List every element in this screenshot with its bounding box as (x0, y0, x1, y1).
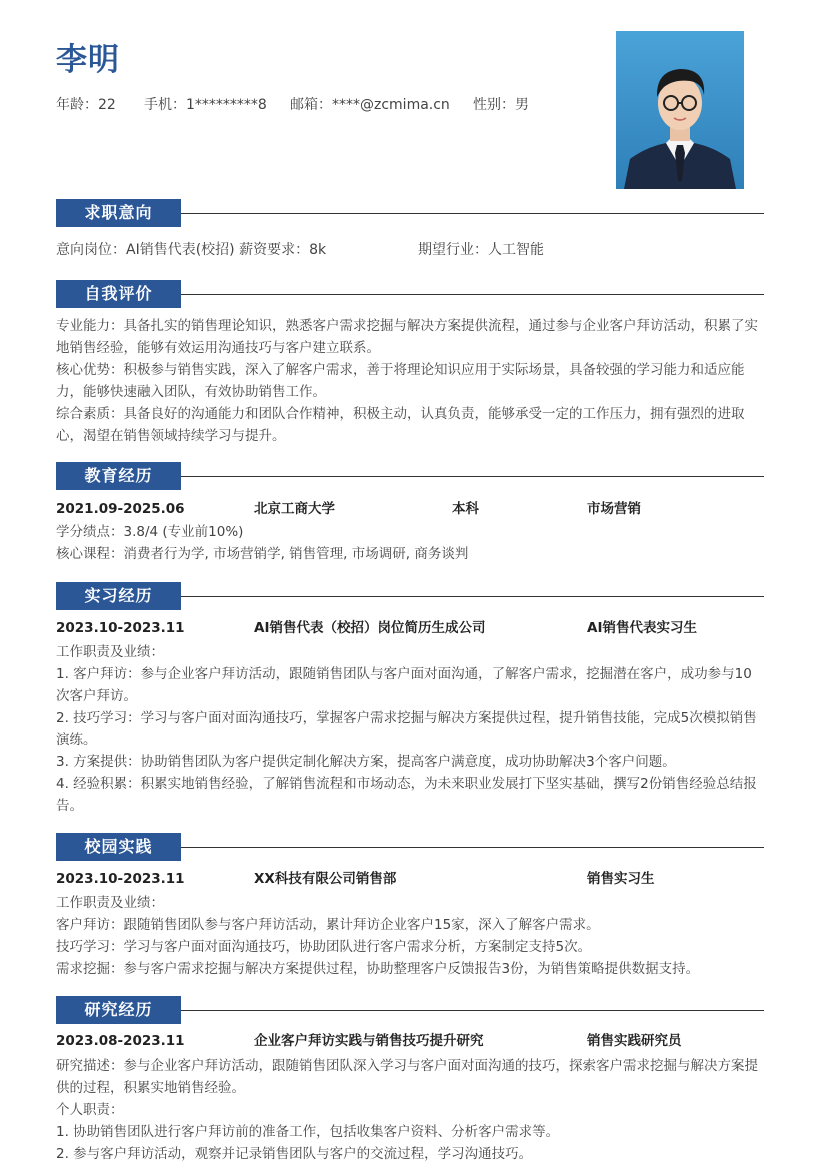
section-self-evaluation (56, 280, 764, 308)
internship-company: AI销售代表（校招）岗位简历生成公司 (254, 620, 486, 636)
gender-field: 性别：男 (473, 97, 529, 113)
section-title: 校园实践 (56, 833, 181, 861)
intent-industry: 期望行业：人工智能 (418, 242, 544, 258)
section-divider (181, 1010, 764, 1011)
research-description: 研究描述：参与企业客户拜访活动，跟随销售团队深入学习与客户面对面沟通的技巧，探索客户需求挖掘与解决方案提供的过程，积累实地销售经验。 (56, 1058, 758, 1096)
section-internship (56, 582, 764, 610)
section-education (56, 462, 764, 490)
research-row (56, 1030, 764, 1052)
section-divider (181, 596, 764, 597)
section-job-intent (56, 199, 764, 227)
campus-org: XX科技有限公司销售部 (254, 871, 397, 887)
research-date: 2023.08-2023.11 (56, 1033, 185, 1049)
education-date: 2021.09-2025.06 (56, 501, 185, 517)
internship-item: 1. 客户拜访：参与企业客户拜访活动，跟随销售团队与客户面对面沟通，了解客户需求，挖掘潜在客户，成功参与10次客户拜访。 (56, 666, 752, 704)
research-role: 销售实践研究员 (587, 1033, 682, 1049)
education-major: 市场营销 (587, 501, 641, 517)
section-title: 实习经历 (56, 582, 181, 610)
campus-item: 客户拜访：跟随销售团队参与客户拜访活动，累计拜访企业客户15家，深入了解客户需求。 (56, 917, 600, 933)
research-title: 企业客户拜访实践与销售技巧提升研究 (254, 1033, 484, 1049)
research-item: 2. 参与客户拜访活动，观察并记录销售团队与客户的交流过程，学习沟通技巧。 (56, 1146, 533, 1162)
internship-item: 2. 技巧学习：学习与客户面对面沟通技巧，掌握客户需求挖掘与解决方案提供过程，提升销售技能，完成5次模拟销售演练。 (56, 710, 757, 748)
self-eval-list (56, 315, 764, 447)
phone-field: 手机：1*********8 (144, 97, 267, 113)
candidate-name: 李明 (56, 42, 120, 78)
internship-details (56, 641, 764, 817)
profile-photo (616, 31, 744, 189)
section-title: 教育经历 (56, 462, 181, 490)
section-divider (181, 476, 764, 477)
education-courses: 核心课程：消费者行为学, 市场营销学, 销售管理, 市场调研, 商务谈判 (56, 546, 469, 562)
internship-row (56, 617, 764, 639)
research-item: 1. 协助销售团队进行客户拜访前的准备工作，包括收集客户资料、分析客户需求等。 (56, 1124, 560, 1140)
section-divider (181, 294, 764, 295)
section-title: 自我评价 (56, 280, 181, 308)
research-details (56, 1055, 764, 1165)
internship-item: 3. 方案提供：协助销售团队为客户提供定制化解决方案，提高客户满意度，成功协助解决3个客户问题。 (56, 754, 676, 770)
section-divider (181, 847, 764, 848)
basic-info (56, 95, 529, 115)
education-row (56, 498, 764, 520)
self-eval-item: 专业能力：具备扎实的销售理论知识，熟悉客户需求挖掘与解决方案提供流程，通过参与企业客户拜访活动，积累了实地销售经验，能够有效运用沟通技巧与客户建立联系。 (56, 318, 758, 356)
education-school: 北京工商大学 (254, 501, 335, 517)
campus-intro: 工作职责及业绩： (56, 895, 164, 911)
age-field: 年龄：22 (56, 97, 116, 113)
campus-role: 销售实习生 (587, 871, 655, 887)
section-title: 研究经历 (56, 996, 181, 1024)
internship-intro: 工作职责及业绩： (56, 644, 164, 660)
section-title: 求职意向 (56, 199, 181, 227)
self-eval-item: 核心优势：积极参与销售实践，深入了解客户需求，善于将理论知识应用于实际场景，具备较强的学习能力和适应能力，能够快速融入团队，有效协助销售工作。 (56, 362, 745, 400)
education-degree: 本科 (452, 501, 479, 517)
section-research (56, 996, 764, 1024)
education-gpa: 学分绩点：3.8/4 (专业前10%) (56, 524, 244, 540)
campus-details (56, 892, 764, 980)
internship-item: 4. 经验积累：积累实地销售经验，了解销售流程和市场动态，为未来职业发展打下坚实基础，撰写2份销售经验总结报告。 (56, 776, 757, 814)
internship-role: AI销售代表实习生 (587, 620, 697, 636)
email-field: 邮箱：****@zcmima.cn (290, 97, 450, 113)
campus-item: 技巧学习：学习与客户面对面沟通技巧，协助团队进行客户需求分析，方案制定支持5次。 (56, 939, 592, 955)
education-details (56, 521, 764, 565)
internship-date: 2023.10-2023.11 (56, 620, 185, 636)
research-duty-label: 个人职责： (56, 1102, 124, 1118)
campus-date: 2023.10-2023.11 (56, 871, 185, 887)
section-divider (181, 213, 764, 214)
self-eval-item: 综合素质：具备良好的沟通能力和团队合作精神，积极主动，认真负责，能够承受一定的工作压力，拥有强烈的进取心，渴望在销售领域持续学习与提升。 (56, 406, 745, 444)
campus-item: 需求挖掘：参与客户需求挖掘与解决方案提供过程，协助整理客户反馈报告3份，为销售策略提供数据支持。 (56, 961, 700, 977)
campus-row (56, 868, 764, 890)
section-campus-practice (56, 833, 764, 861)
intent-position-salary: 意向岗位：AI销售代表(校招) 薪资要求：8k (56, 242, 327, 258)
